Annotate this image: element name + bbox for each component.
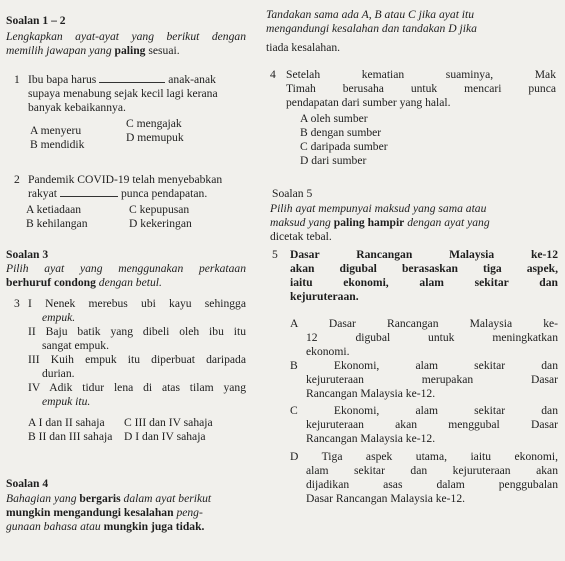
question-number: 4 (270, 68, 276, 81)
answer-option[interactable]: D I dan IV sahaja (124, 430, 206, 443)
question-stem: Dasar Rancangan Malaysia ke-12 (290, 248, 558, 261)
answer-option[interactable]: D memupuk (126, 131, 184, 144)
question-stem: banyak kebaikannya. (28, 101, 126, 114)
answer-option[interactable]: B kehilangan (26, 217, 88, 230)
section-heading: Soalan 3 (6, 248, 49, 261)
answer-option[interactable]: C Ekonomi, alam sekitar dan (290, 404, 558, 417)
answer-option[interactable]: B dengan sumber (300, 126, 382, 139)
question-stem: iaitu ekonomi, alam sekitar dan (290, 276, 558, 289)
answer-option[interactable]: C mengajak (126, 117, 182, 130)
question-stem: Setelah kematian suaminya, Mak (286, 68, 556, 81)
answer-option[interactable]: D kekeringan (129, 217, 192, 230)
statement-ii: II Baju batik yang dibeli oleh ibu itu (28, 325, 246, 338)
answer-option[interactable]: kejuruteraan akan menggubal Dasar (306, 418, 558, 431)
instruction-text: Tandakan sama ada A, B atau C jika ayat itu (266, 8, 475, 21)
answer-option[interactable]: 12 digubal untuk meningkatkan (306, 331, 558, 344)
answer-option[interactable]: A ketiadaan (26, 203, 82, 216)
answer-option[interactable]: B Ekonomi, alam sekitar dan (290, 359, 558, 372)
section-heading: Soalan 4 (6, 477, 49, 490)
instruction-text: Lengkapkan ayat-ayat yang berikut dengan (6, 30, 246, 43)
section-heading: Soalan 1 – 2 (6, 14, 66, 27)
answer-option[interactable]: Rancangan Malaysia ke-12. (306, 387, 436, 400)
instruction-text: gunaan bahasa atau mungkin juga tidak. (6, 520, 205, 533)
question-stem: kejuruteraan. (290, 290, 359, 303)
question-stem: Timah berusaha untuk mencari punca (286, 82, 556, 95)
answer-option[interactable]: C daripada sumber (300, 140, 388, 153)
instruction-text: dicetak tebal. (270, 230, 332, 243)
question-stem: rakyat punca pendapatan. (28, 187, 208, 200)
question-stem: pendapatan dari sumber yang halal. (286, 96, 451, 109)
instruction-text: tiada kesalahan. (266, 41, 341, 54)
answer-option[interactable]: A I dan II sahaja (28, 416, 105, 429)
instruction-text: Pilih ayat yang menggunakan perkataan (6, 262, 246, 275)
answer-option[interactable]: B II dan III sahaja (28, 430, 113, 443)
answer-option[interactable]: Dasar Rancangan Malaysia ke-12. (306, 492, 466, 505)
statement-ii: sangat empuk. (42, 339, 109, 352)
answer-option[interactable]: kejuruteraan merupakan Dasar (306, 373, 558, 386)
answer-option[interactable]: Rancangan Malaysia ke-12. (306, 432, 436, 445)
instruction-text: Pilih ayat mempunyai maksud yang sama atau (270, 202, 487, 215)
answer-option[interactable]: B mendidik (30, 138, 85, 151)
answer-option[interactable]: A Dasar Rancangan Malaysia ke- (290, 317, 558, 330)
statement-iv: empuk itu. (42, 395, 91, 408)
instruction-text: mungkin mengandungi kesalahan peng- (6, 506, 203, 519)
instruction-text: Bahagian yang bergaris dalam ayat berikut (6, 492, 212, 505)
answer-option[interactable]: A menyeru (30, 124, 82, 137)
instruction-text: berhuruf condong dengan betul. (6, 276, 162, 289)
question-stem: Ibu bapa harus anak-anak (28, 73, 216, 86)
statement-iii: III Kuih empuk itu diperbuat daripada (28, 353, 246, 366)
answer-option[interactable]: D dari sumber (300, 154, 367, 167)
section-heading: Soalan 5 (272, 187, 313, 200)
instruction-text: mengandungi kesalahan dan tandakan D jika (266, 22, 477, 35)
answer-option[interactable]: C III dan IV sahaja (124, 416, 213, 429)
question-stem: akan digubal berasaskan tiga aspek, (290, 262, 558, 275)
answer-option[interactable]: A oleh sumber (300, 112, 368, 125)
instruction-text: memilih jawapan yang paling sesuai. (6, 44, 180, 57)
statement-iii: durian. (42, 367, 75, 380)
question-number: 5 (272, 248, 278, 261)
instruction-text: maksud yang paling hampir dengan ayat yang (270, 216, 490, 229)
statement-i: empuk. (42, 311, 76, 324)
answer-option[interactable]: alam sekitar dan kejuruteraan akan (306, 464, 558, 477)
question-stem: Pandemik COVID-19 telah menyebabkan (28, 173, 223, 186)
question-number: 1 (14, 73, 20, 86)
question-number: 2 (14, 173, 20, 186)
answer-option[interactable]: ekonomi. (306, 345, 350, 358)
statement-iv: IV Adik tidur lena di atas tilam yang (28, 381, 246, 394)
question-number: 3 (14, 297, 20, 310)
answer-option[interactable]: D Tiga aspek utama, iaitu ekonomi, (290, 450, 558, 463)
statement-i: I Nenek merebus ubi kayu sehingga (28, 297, 246, 310)
answer-option[interactable]: C kepupusan (129, 203, 190, 216)
question-stem: supaya menabung sejak kecil lagi kerana (28, 87, 218, 100)
answer-option[interactable]: dijadikan asas dalam penggubalan (306, 478, 558, 491)
